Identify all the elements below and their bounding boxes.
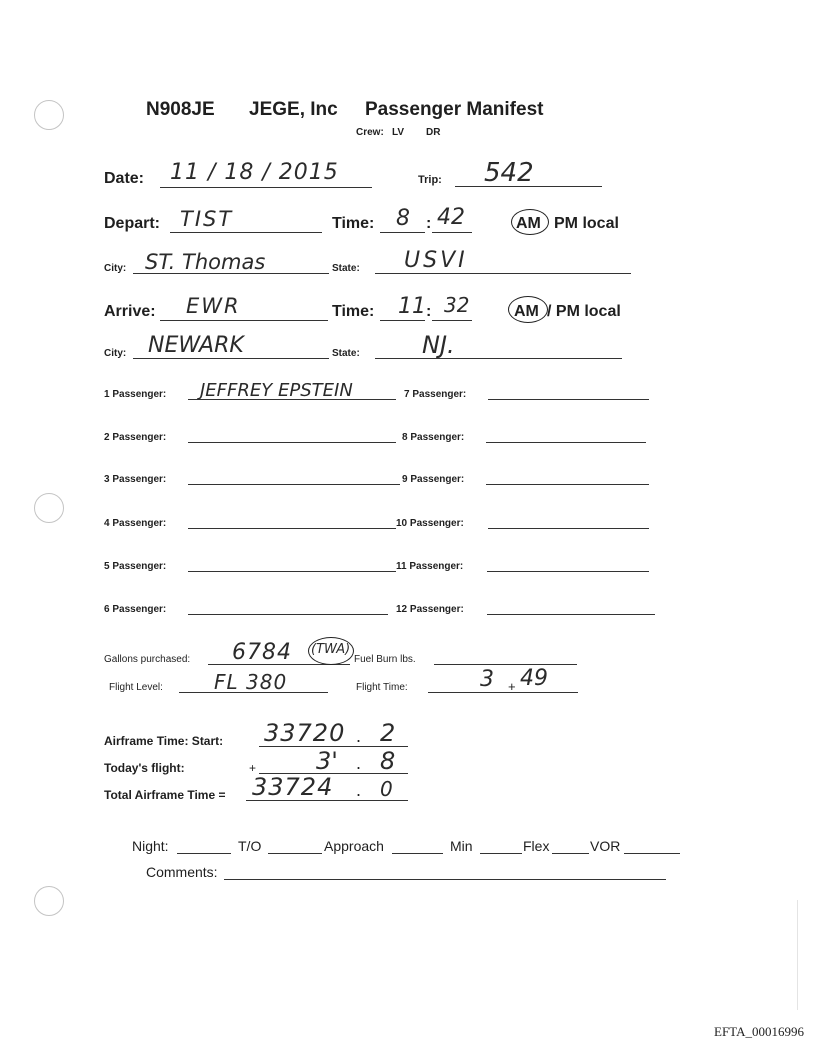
- scan-edge-line: [797, 900, 798, 1010]
- flight-time-line: [428, 692, 578, 693]
- depart-state-value[interactable]: USVI: [404, 248, 468, 273]
- passenger-10-label: 10 Passenger:: [396, 518, 464, 529]
- flight-time-minutes[interactable]: 49: [520, 666, 548, 691]
- date-value[interactable]: 11 / 18 / 2015: [170, 160, 339, 185]
- gallons-purchased-value[interactable]: 6784: [232, 640, 292, 665]
- todays-flight-dot: .: [356, 753, 362, 773]
- total-airframe-whole[interactable]: 33724: [252, 773, 334, 801]
- depart-hour-line: [380, 232, 425, 233]
- passenger-3-label: 3 Passenger:: [104, 474, 167, 485]
- gallons-purchased-label: Gallons purchased:: [104, 654, 191, 665]
- arrive-time-colon: :: [426, 303, 432, 320]
- night-label: Night:: [132, 838, 169, 854]
- approach-line: [392, 853, 443, 854]
- night-line: [177, 853, 231, 854]
- flight-time-separator: +: [508, 679, 516, 694]
- depart-minute[interactable]: 42: [437, 205, 465, 230]
- passenger-12-label: 12 Passenger:: [396, 604, 464, 615]
- gallons-purchased-note: (TWA): [311, 642, 351, 657]
- passenger-11-label: 11 Passenger:: [396, 561, 464, 572]
- arrive-hour[interactable]: 11: [398, 294, 426, 319]
- depart-line: [170, 232, 322, 233]
- depart-airport[interactable]: TIST: [180, 207, 234, 231]
- todays-flight-plus: +: [249, 761, 257, 775]
- depart-minute-line: [432, 232, 472, 233]
- passenger-8-line: [486, 442, 646, 443]
- passenger-4-line: [188, 528, 396, 529]
- comments-label: Comments:: [146, 864, 218, 880]
- depart-hour[interactable]: 8: [396, 206, 410, 231]
- airframe-start-dot: .: [356, 726, 362, 746]
- arrive-minute-line: [432, 320, 472, 321]
- to-line: [268, 853, 322, 854]
- passenger-11-line: [487, 571, 649, 572]
- min-label: Min: [450, 838, 473, 854]
- depart-state-line: [375, 273, 631, 274]
- passenger-9-label: 9 Passenger:: [402, 474, 465, 485]
- tail-number: N908JE: [146, 99, 215, 120]
- binder-hole-middle: [34, 493, 64, 523]
- flight-level-value[interactable]: FL 380: [214, 670, 288, 694]
- fuel-burn-line: [434, 664, 577, 665]
- todays-flight-decimal[interactable]: 8: [380, 747, 396, 775]
- crew-member-1: LV: [392, 127, 405, 138]
- depart-state-label: State:: [332, 263, 360, 274]
- passenger-7-line: [488, 399, 649, 400]
- passenger-2-line: [188, 442, 396, 443]
- arrive-minute[interactable]: 32: [444, 293, 470, 317]
- vor-label: VOR: [590, 838, 621, 854]
- passenger-10-line: [488, 528, 649, 529]
- passenger-3-line: [188, 484, 400, 485]
- vor-line: [624, 853, 680, 854]
- flex-line: [552, 853, 589, 854]
- fuel-burn-label: Fuel Burn lbs.: [354, 654, 416, 665]
- approach-label: Approach: [324, 838, 384, 854]
- passenger-2-label: 2 Passenger:: [104, 432, 167, 443]
- todays-flight-label: Today's flight:: [104, 761, 185, 775]
- depart-city-label: City:: [104, 263, 127, 274]
- airframe-start-whole[interactable]: 33720: [264, 719, 346, 747]
- document-id: EFTA_00016996: [714, 1024, 804, 1039]
- arrive-am[interactable]: AM: [514, 303, 539, 320]
- arrive-state-value[interactable]: NJ.: [422, 331, 455, 359]
- todays-flight-whole[interactable]: 3': [316, 747, 338, 775]
- arrive-city-label: City:: [104, 348, 127, 359]
- passenger-5-line: [188, 571, 396, 572]
- depart-time-label: Time:: [332, 215, 375, 232]
- trip-label: Trip:: [418, 174, 442, 186]
- passenger-8-label: 8 Passenger:: [402, 432, 465, 443]
- arrive-city-value[interactable]: NEWARK: [148, 333, 244, 358]
- depart-city-value[interactable]: ST. Thomas: [145, 250, 266, 274]
- comments-line: [224, 879, 666, 880]
- airframe-start-label: Airframe Time: Start:: [104, 734, 224, 748]
- passenger-1-label: 1 Passenger:: [104, 389, 167, 400]
- crew-label: Crew:: [356, 127, 384, 138]
- min-line: [480, 853, 522, 854]
- binder-hole-bottom: [34, 886, 64, 916]
- arrive-pm-local[interactable]: / PM local: [547, 303, 621, 320]
- company-name: JEGE, Inc: [249, 99, 338, 120]
- crew-member-2: DR: [426, 127, 441, 138]
- total-airframe-label: Total Airframe Time =: [104, 788, 226, 802]
- flight-time-label: Flight Time:: [356, 682, 408, 693]
- arrive-city-line: [133, 358, 329, 359]
- passenger-6-line: [188, 614, 388, 615]
- depart-am[interactable]: AM: [516, 215, 541, 232]
- arrive-state-line: [375, 358, 622, 359]
- passenger-7-label: 7 Passenger:: [404, 389, 467, 400]
- flight-time-hours[interactable]: 3: [480, 667, 494, 692]
- flight-level-label: Flight Level:: [109, 682, 163, 693]
- depart-time-colon: :: [426, 215, 432, 232]
- arrive-hour-line: [380, 320, 425, 321]
- passenger-6-label: 6 Passenger:: [104, 604, 167, 615]
- passenger-1-value[interactable]: JEFFREY EPSTEIN: [200, 380, 353, 401]
- depart-pm-local[interactable]: PM local: [554, 215, 619, 232]
- depart-label: Depart:: [104, 215, 161, 232]
- arrive-state-label: State:: [332, 348, 360, 359]
- passenger-4-label: 4 Passenger:: [104, 518, 167, 529]
- date-line: [160, 187, 372, 188]
- passenger-9-line: [486, 484, 649, 485]
- passenger-12-line: [487, 614, 655, 615]
- binder-hole-top: [34, 100, 64, 130]
- total-airframe-decimal[interactable]: 0: [380, 777, 393, 801]
- arrive-airport[interactable]: EWR: [186, 294, 241, 318]
- passenger-5-label: 5 Passenger:: [104, 561, 167, 572]
- trip-value[interactable]: 542: [484, 158, 534, 188]
- airframe-start-decimal[interactable]: 2: [380, 719, 396, 747]
- arrive-time-label: Time:: [332, 303, 375, 320]
- arrive-label: Arrive:: [104, 303, 156, 320]
- date-label: Date:: [104, 170, 145, 187]
- page-title: Passenger Manifest: [365, 99, 544, 120]
- total-airframe-dot: .: [356, 780, 362, 800]
- flex-label: Flex: [523, 838, 550, 854]
- to-label: T/O: [238, 838, 262, 854]
- arrive-line: [160, 320, 328, 321]
